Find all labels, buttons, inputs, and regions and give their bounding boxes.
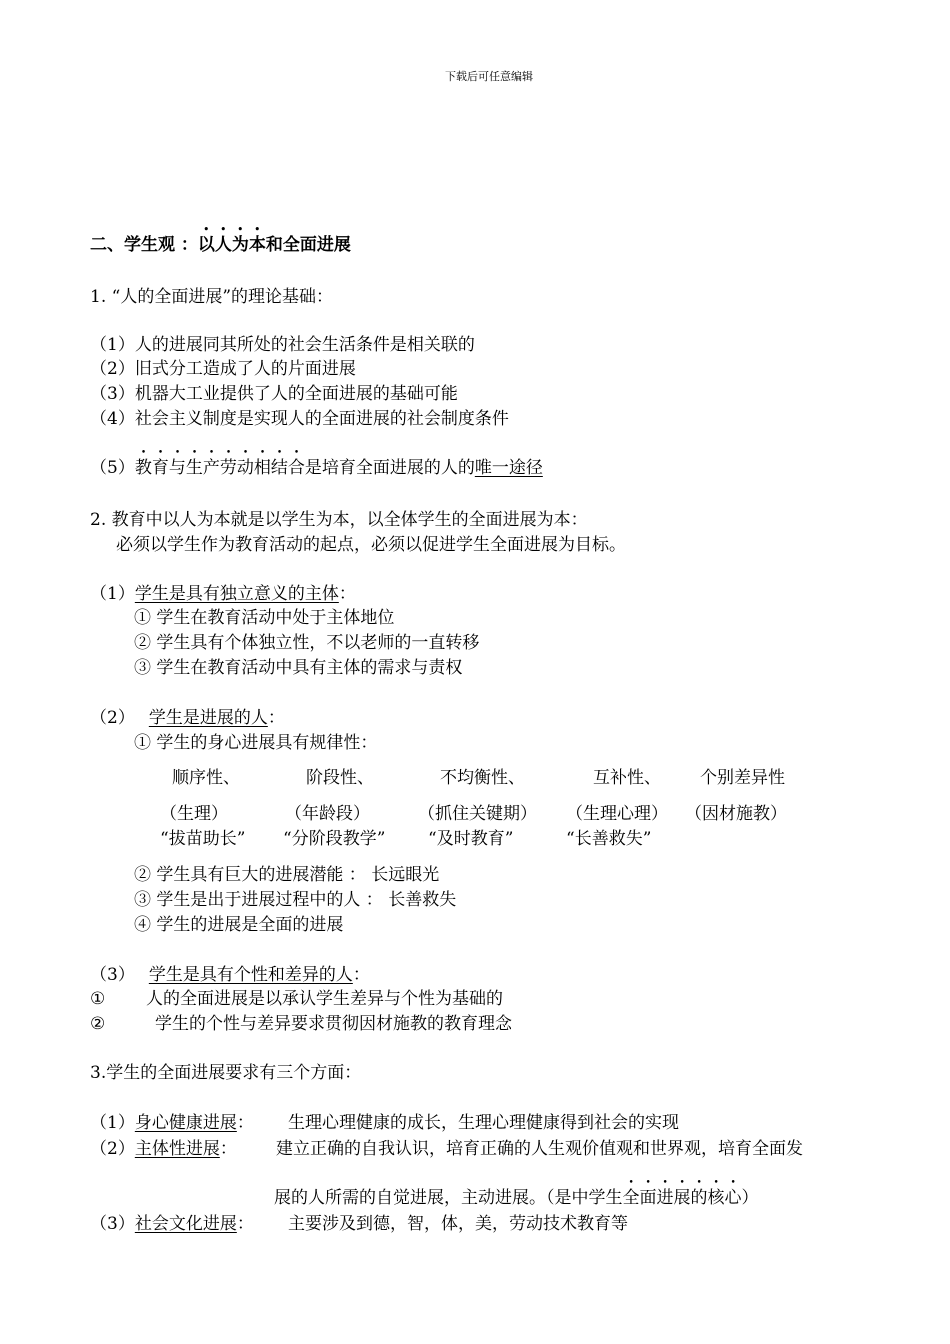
trait: 互补性、	[593, 768, 661, 788]
s2-p1-heading: （1）学生是具有独立意义的主体：	[90, 584, 356, 604]
s3-row1-text: 生理心理健康的成长，生理心理健康得到社会的实现	[288, 1113, 679, 1133]
trait-quote: “长善救失”	[566, 829, 652, 849]
trait-quote: “及时教育”	[428, 829, 514, 849]
trait-quote: “分阶段教学”	[283, 829, 386, 849]
page-header: 下载后可任意编辑	[445, 70, 533, 83]
s2-sub: 必须以学生作为教育活动的起点，必须以促进学生全面进展为目标。	[116, 535, 626, 555]
s1-item: （5）教育与生产劳动相结合是培育全面进展的人的唯一途径	[90, 458, 543, 478]
s2-p3-mark: ①	[90, 989, 106, 1009]
s2-p2-heading: （2） 学生是进展的人：	[90, 708, 285, 728]
trait-note: （因材施教）	[685, 804, 787, 824]
trait: 不均衡性、	[440, 768, 525, 788]
s3-row2-cont: 展的人所需的自觉进展，主动进展。（是中学生全面进展的核心）	[274, 1188, 759, 1208]
s3-row1-label: （1）身心健康进展：	[90, 1113, 254, 1133]
s1-item: （2）旧式分工造成了人的片面进展	[90, 359, 356, 379]
s1-item: （1）人的进展同其所处的社会生活条件是相关联的	[90, 335, 475, 355]
s3-heading: 3.学生的全面进展要求有三个方面：	[90, 1063, 362, 1083]
s2-p1-item: ③ 学生在教育活动中具有主体的需求与责权	[134, 658, 463, 678]
trait-note: （生理）	[160, 804, 228, 824]
s2-p3-item: 学生的个性与差异要求贯彻因材施教的教育理念	[155, 1014, 512, 1034]
section-title: 二、学生观 ：以人为本和全面进展	[90, 235, 351, 255]
trait: 阶段性、	[306, 768, 374, 788]
s2-heading: 2. 教育中以人为本就是以学生为本，以全体学生的全面进展为本：	[90, 510, 588, 530]
trait-note: （生理心理）	[566, 804, 668, 824]
s2-p3-mark: ②	[90, 1014, 106, 1034]
s2-p2-item: ② 学生具有巨大的进展潜能 ： 长远眼光	[134, 865, 440, 885]
trait-quote: “拔苗助长”	[160, 829, 246, 849]
trait: 个别差异性	[700, 768, 785, 788]
trait-note: （抓住关键期）	[418, 804, 537, 824]
s2-p2-first: ① 学生的身心进展具有规律性：	[134, 733, 378, 753]
trait: 顺序性、	[172, 768, 240, 788]
s2-p3-item: 人的全面进展是以承认学生差异与个性为基础的	[146, 989, 503, 1009]
trait-note: （年龄段）	[285, 804, 370, 824]
s1-heading: 1. “人的全面进展”的理论基础：	[90, 287, 334, 307]
s3-row2-label: （2）主体性进展：	[90, 1139, 237, 1159]
s2-p3-heading: （3） 学生是具有个性和差异的人：	[90, 965, 370, 985]
s2-p1-item: ② 学生具有个体独立性，不以老师的一直转移	[134, 633, 480, 653]
s2-p2-item: ③ 学生是出于进展过程中的人 ： 长善救失	[134, 890, 457, 910]
s2-p2-item: ④ 学生的进展是全面的进展	[134, 915, 344, 935]
s1-item: （3）机器大工业提供了人的全面进展的基础可能	[90, 384, 458, 404]
s3-row3-label: （3）社会文化进展：	[90, 1214, 254, 1234]
s3-row2-text: 建立正确的自我认识，培育正确的人生观价值观和世界观，培育全面发	[276, 1139, 803, 1159]
s3-row3-text: 主要涉及到德，智，体，美，劳动技术教育等	[288, 1214, 628, 1234]
s1-item: （4）社会主义制度是实现人的全面进展的社会制度条件	[90, 409, 509, 429]
s2-p1-item: ① 学生在教育活动中处于主体地位	[134, 608, 395, 628]
